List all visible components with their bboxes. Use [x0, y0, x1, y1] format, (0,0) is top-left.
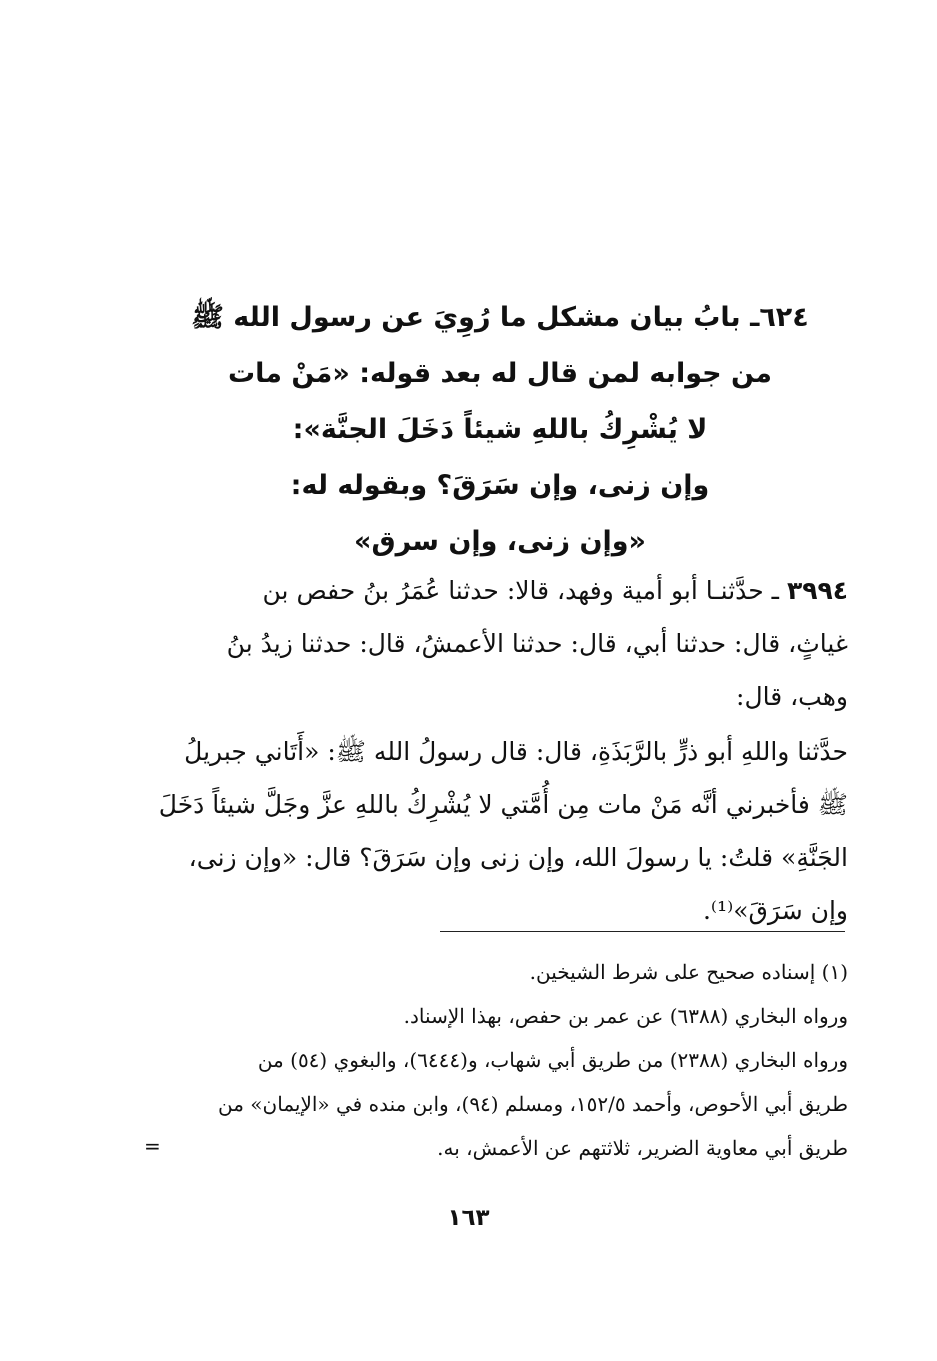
chapter-heading-line-5: «وإن زنى، وإن سرق» — [354, 526, 646, 557]
hadith-chain-line-3: وهب، قال: — [736, 682, 848, 711]
hadith-text-line-3: الجَنَّةِ» قلتُ: يا رسولَ الله، وإن زنى وإن سَرَقَ؟ قال: «وإن زنى، — [188, 843, 848, 872]
chapter-heading — [150, 290, 850, 570]
hadith-text — [140, 725, 848, 937]
hadith-text-line-2: ﷺ فأخبرني أنَّه مَنْ مات مِن أُمَّتي لا يُشْرِكُ باللهِ عزَّ وجَلَّ شيئاً دَخَلَ — [158, 790, 848, 819]
footnotes — [140, 950, 848, 1170]
chapter-heading-line-1: ٦٢٤ـ بابُ بيان مشكل ما رُوِيَ عن رسول الله ﷺ — [191, 302, 809, 333]
hadith-chain-line-2: غياثٍ، قال: حدثنا أبي، قال: حدثنا الأعمشُ، قال: حدثنا زيدُ بنُ — [226, 629, 848, 658]
chapter-heading-line-3: لا يُشْرِكُ باللهِ شيئاً دَخَلَ الجنَّة»: — [292, 414, 708, 445]
hadith-chain — [140, 564, 848, 723]
footnote-line-5: طريق أبي معاوية الضرير، ثلاثتهم عن الأعمش، به. — [437, 1136, 848, 1160]
hadith-text-line-4: وإن سَرَقَ»⁽¹⁾. — [702, 896, 848, 925]
chapter-heading-line-4: وإن زنى، وإن سَرَقَ؟ وبقوله له: — [290, 470, 710, 501]
page-number: ١٦٣ — [447, 1205, 490, 1231]
hadith-chain-line-1-text: ـ حدَّثنـا أبو أمية وفهد، قالا: حدثنا عُمَرُ بنُ حفص بن — [262, 576, 779, 605]
footnote-divider — [440, 931, 845, 932]
footnote-line-1: (١) إسناده صحيح على شرط الشيخين. — [529, 960, 848, 984]
hadith-text-line-1: حدَّثنا واللهِ أبو ذرٍّ بالرَّبَذَةِ، قال: قال رسولُ الله ﷺ: «أَتَاني جبريلُ — [184, 737, 848, 766]
chapter-heading-line-2: من جوابه لمن قال له بعد قوله: «مَنْ مات — [228, 358, 772, 389]
hadith-number: ٣٩٩٤ — [786, 576, 848, 605]
footnote-line-3: ورواه البخاري (٢٣٨٨) من طريق أبي شهاب، و(٦٤٤٤)، والبغوي (٥٤) من — [257, 1048, 848, 1072]
footnote-line-2: ورواه البخاري (٦٣٨٨) عن عمر بن حفص، بهذا الإسناد. — [403, 1004, 848, 1028]
footnote-line-4: طريق أبي الأحوص، وأحمد ١٥٢/٥، ومسلم (٩٤)، وابن منده في «الإيمان» من — [218, 1092, 848, 1116]
footnote-continuation-mark: = — [144, 1134, 161, 1158]
hadith-chain-line-1 — [140, 564, 848, 617]
